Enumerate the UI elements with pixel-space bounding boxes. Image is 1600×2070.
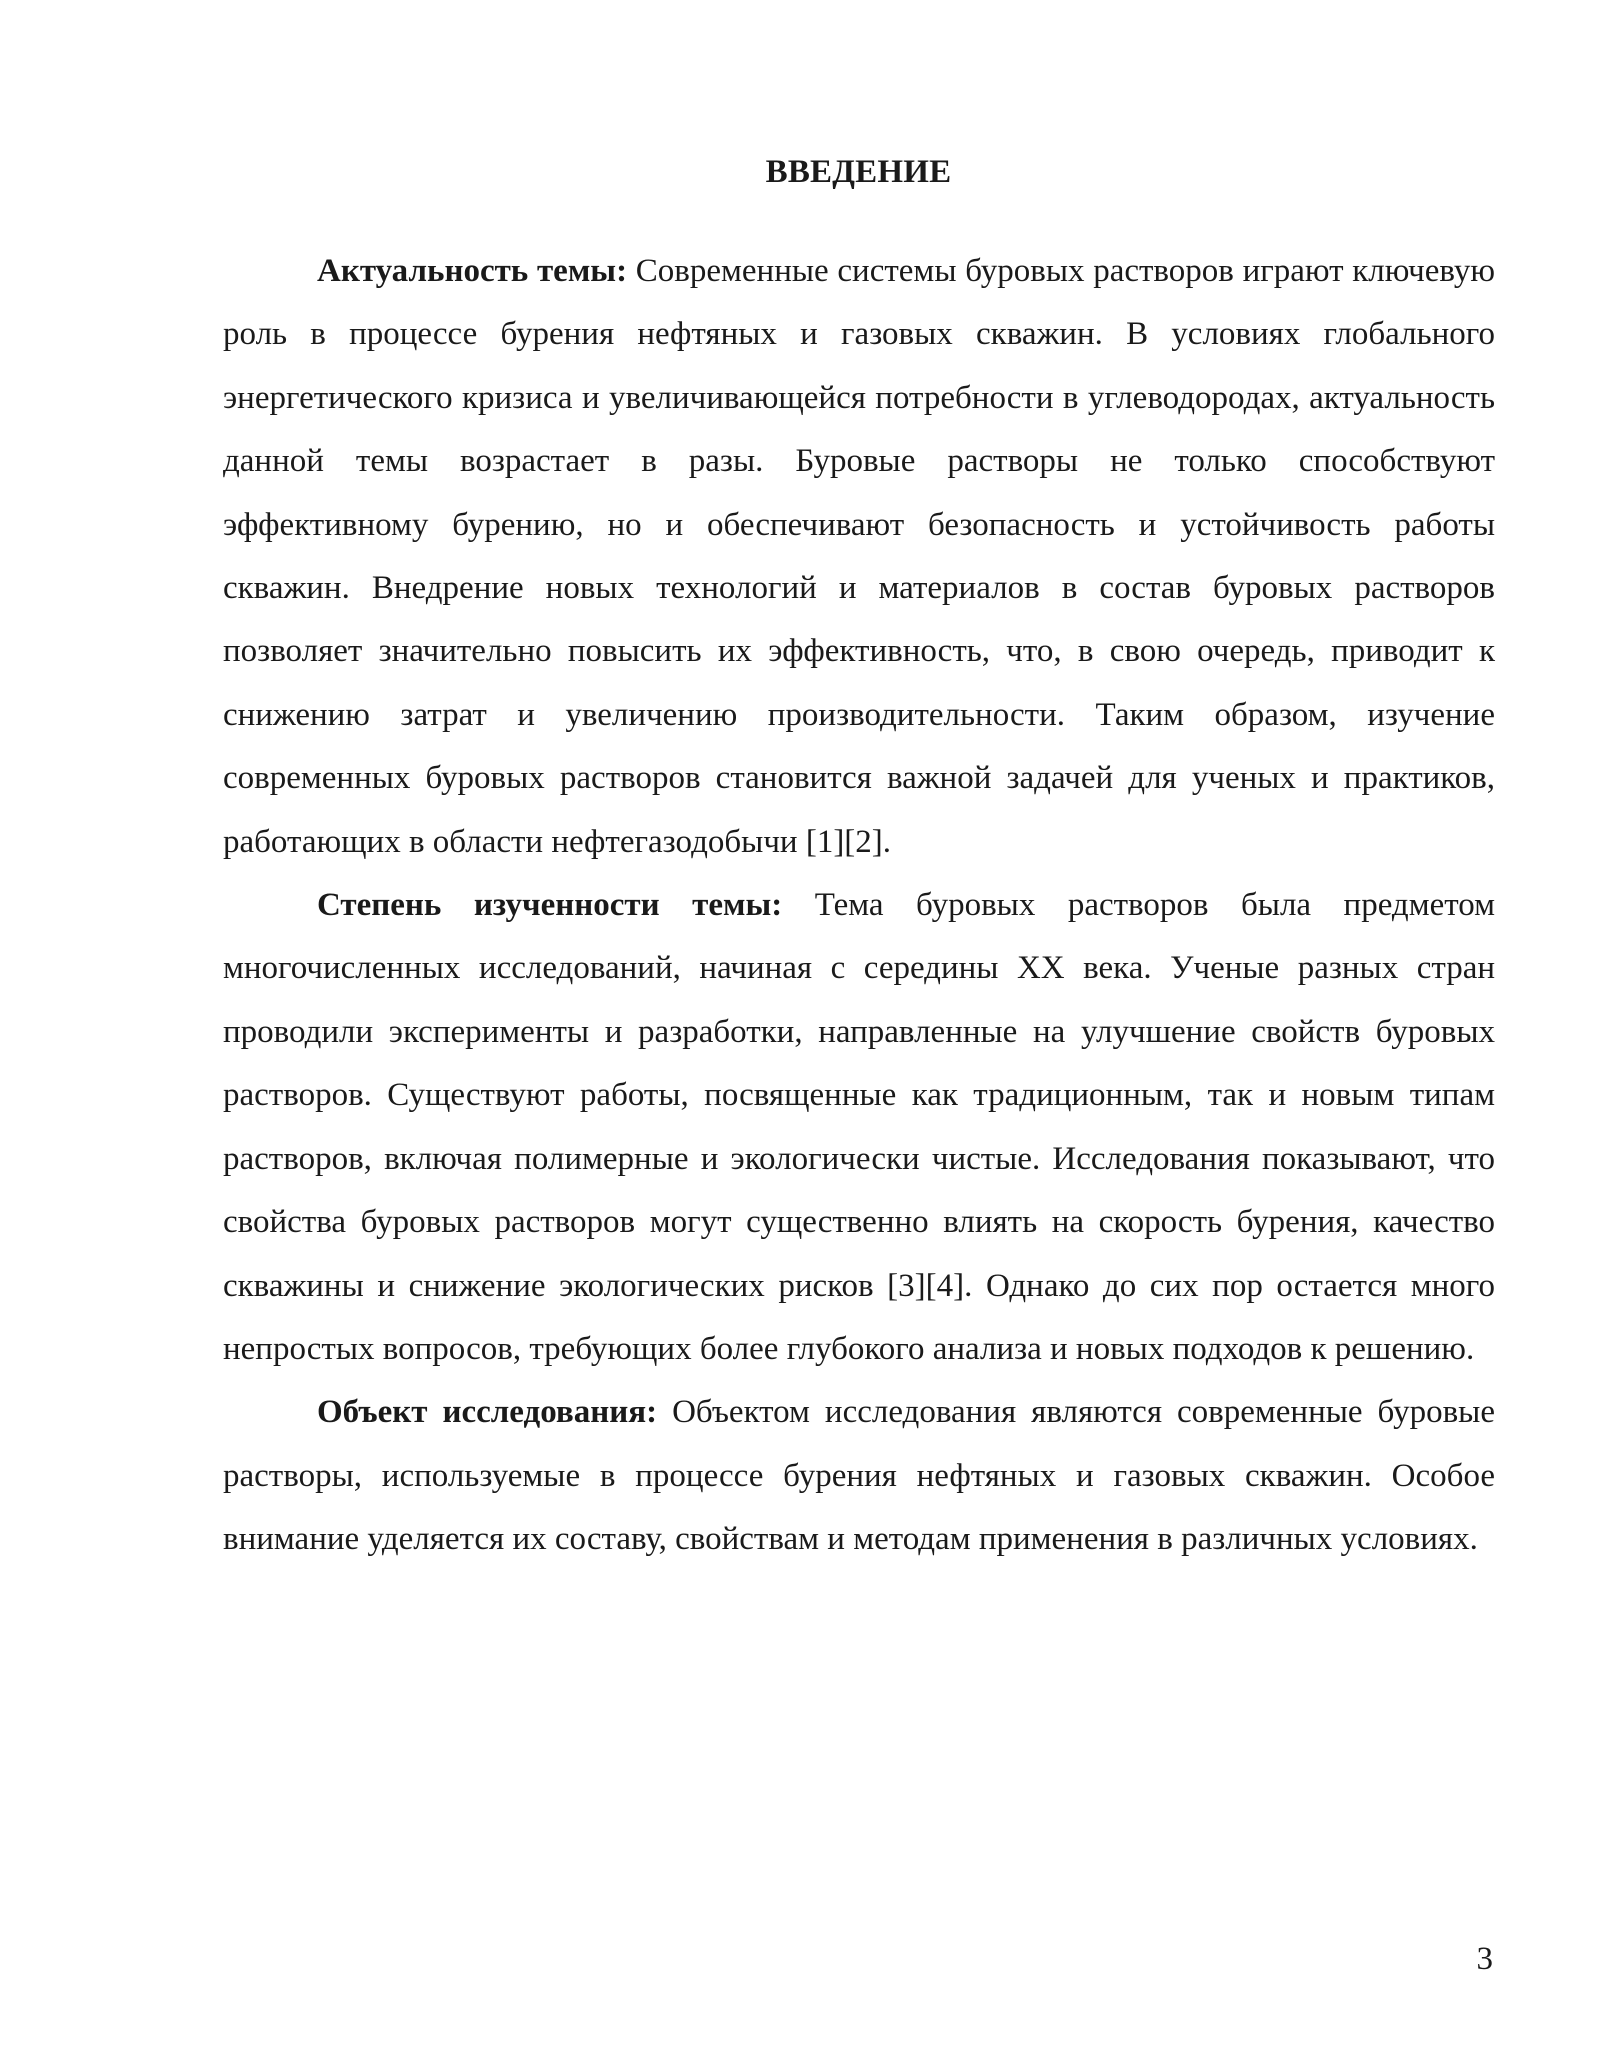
paragraph-text: Тема буровых растворов была предметом многочисленных исследований, начиная с середины XX века. Ученые разных стран проводили эксперименты и разработки, направленные на улучшение свойств буровых растворов. Существуют работы, посвященные как традиционным, так и новым типам растворов, включая полимерные и экологически чистые. Исследования показывают, что свойства буровых растворов могут существенно влиять на скорость бурения, качество скважины и снижение экологических рисков [3][4]. Однако до сих пор остается много непростых вопросов, требующих более глубокого анализа и новых подходов к решению. [223, 887, 1495, 1367]
body-text [223, 240, 1495, 1572]
paragraph-lead: Актуальность темы: [317, 253, 628, 289]
page-number: 3 [1476, 1941, 1493, 1977]
paragraph-text: Современные системы буровых растворов играют ключевую роль в процессе бурения нефтяных и газовых скважин. В условиях глобального энергетического кризиса и увеличивающейся потребности в углеводородах, актуальность данной темы возрастает в разы. Буровые растворы не только способствуют эффективному бурению, но и обеспечивают безопасность и устойчивость работы скважин. Внедрение новых технологий и материалов в состав буровых растворов позволяет значительно повысить их эффективность, что, в свою очередь, приводит к снижению затрат и увеличению производительности. Таким образом, изучение современных буровых растворов становится важной задачей для ученых и практиков, работающих в области нефтегазодобычи [1][2]. [223, 253, 1496, 860]
paragraph-text: Объектом исследования являются современные буровые растворы, используемые в процессе бурения нефтяных и газовых скважин. Особое внимание уделяется их составу, свойствам и методам применения в различных условиях. [223, 1394, 1495, 1558]
paragraph-degree-of-study [223, 874, 1495, 1381]
paragraph-lead: Степень изученности темы: [317, 887, 783, 924]
paragraph-lead: Объект исследования: [317, 1394, 658, 1431]
paragraph-research-object [223, 1381, 1495, 1571]
section-heading: ВВЕДЕНИЕ [765, 154, 952, 190]
paragraph-relevance [223, 240, 1495, 874]
